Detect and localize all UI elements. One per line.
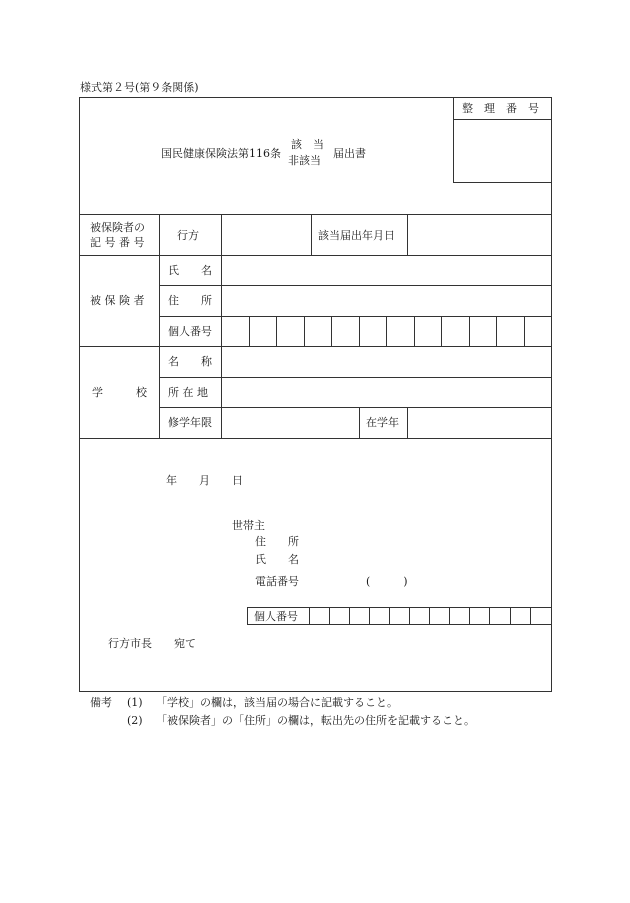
- insurer-prefix: 行方: [177, 229, 199, 242]
- householder-address-label: 住 所: [255, 535, 299, 548]
- school-section-label: 学 校: [92, 386, 147, 399]
- householder-address-field[interactable]: [310, 532, 550, 548]
- notification-date-label: 該当届出年月日: [318, 229, 395, 242]
- school-location-label: 所 在 地: [168, 386, 208, 399]
- note-2-num: (2): [127, 714, 143, 727]
- form-title: 国民健康保険法第116条: [161, 147, 281, 160]
- school-name-label: 名 称: [168, 355, 212, 368]
- declaration-date[interactable]: 年 月 日: [166, 474, 243, 487]
- insured-section-label: 被 保 険 者: [90, 294, 145, 307]
- school-location-field[interactable]: [223, 379, 550, 406]
- serial-number-field[interactable]: [455, 121, 550, 181]
- title-option-applicable[interactable]: 該 当: [291, 138, 324, 151]
- note-1-text: 「学校」の欄は，該当届の場合に記載すること。: [156, 696, 398, 709]
- title-option-not-applicable[interactable]: 非該当: [288, 154, 321, 167]
- addressee: 行方市長 宛て: [108, 637, 196, 650]
- insured-name-field[interactable]: [223, 257, 550, 284]
- insured-address-label: 住 所: [168, 294, 212, 307]
- notes-heading: 備考: [90, 696, 112, 709]
- current-grade-field[interactable]: [409, 409, 550, 437]
- note-1-num: (1): [127, 696, 143, 709]
- symbol-label-line1: 被保険者の: [90, 221, 145, 234]
- insured-mynumber-field[interactable]: [223, 318, 550, 345]
- note-2-text: 「被保険者」の「住所」の欄は，転出先の住所を記載すること。: [156, 714, 475, 727]
- school-name-field[interactable]: [223, 348, 550, 376]
- study-years-label: 修学年限: [168, 416, 212, 429]
- symbol-label-line2: 記 号 番 号: [90, 236, 145, 249]
- householder-phone-label: 電話番号: [255, 575, 299, 588]
- insured-mynumber-label: 個人番号: [168, 325, 212, 338]
- householder-mynumber-label: 個人番号: [254, 610, 298, 623]
- householder-mynumber-field[interactable]: [310, 608, 551, 624]
- insured-name-label: 氏 名: [168, 264, 212, 277]
- title-suffix: 届出書: [333, 147, 366, 160]
- householder-phone-field[interactable]: ( ): [366, 575, 408, 588]
- householder-name-label: 氏 名: [255, 553, 299, 566]
- serial-number-label: 整 理 番 号: [462, 102, 539, 115]
- householder-name-field[interactable]: [310, 550, 550, 566]
- form-label: 様式第２号(第９条関係): [80, 81, 199, 94]
- insured-address-field[interactable]: [223, 287, 550, 315]
- study-years-field[interactable]: [223, 409, 358, 437]
- symbol-number-field[interactable]: [223, 216, 309, 253]
- notification-date-field[interactable]: [409, 216, 550, 253]
- current-grade-label: 在学年: [366, 416, 399, 429]
- householder-label: 世帯主: [232, 519, 265, 532]
